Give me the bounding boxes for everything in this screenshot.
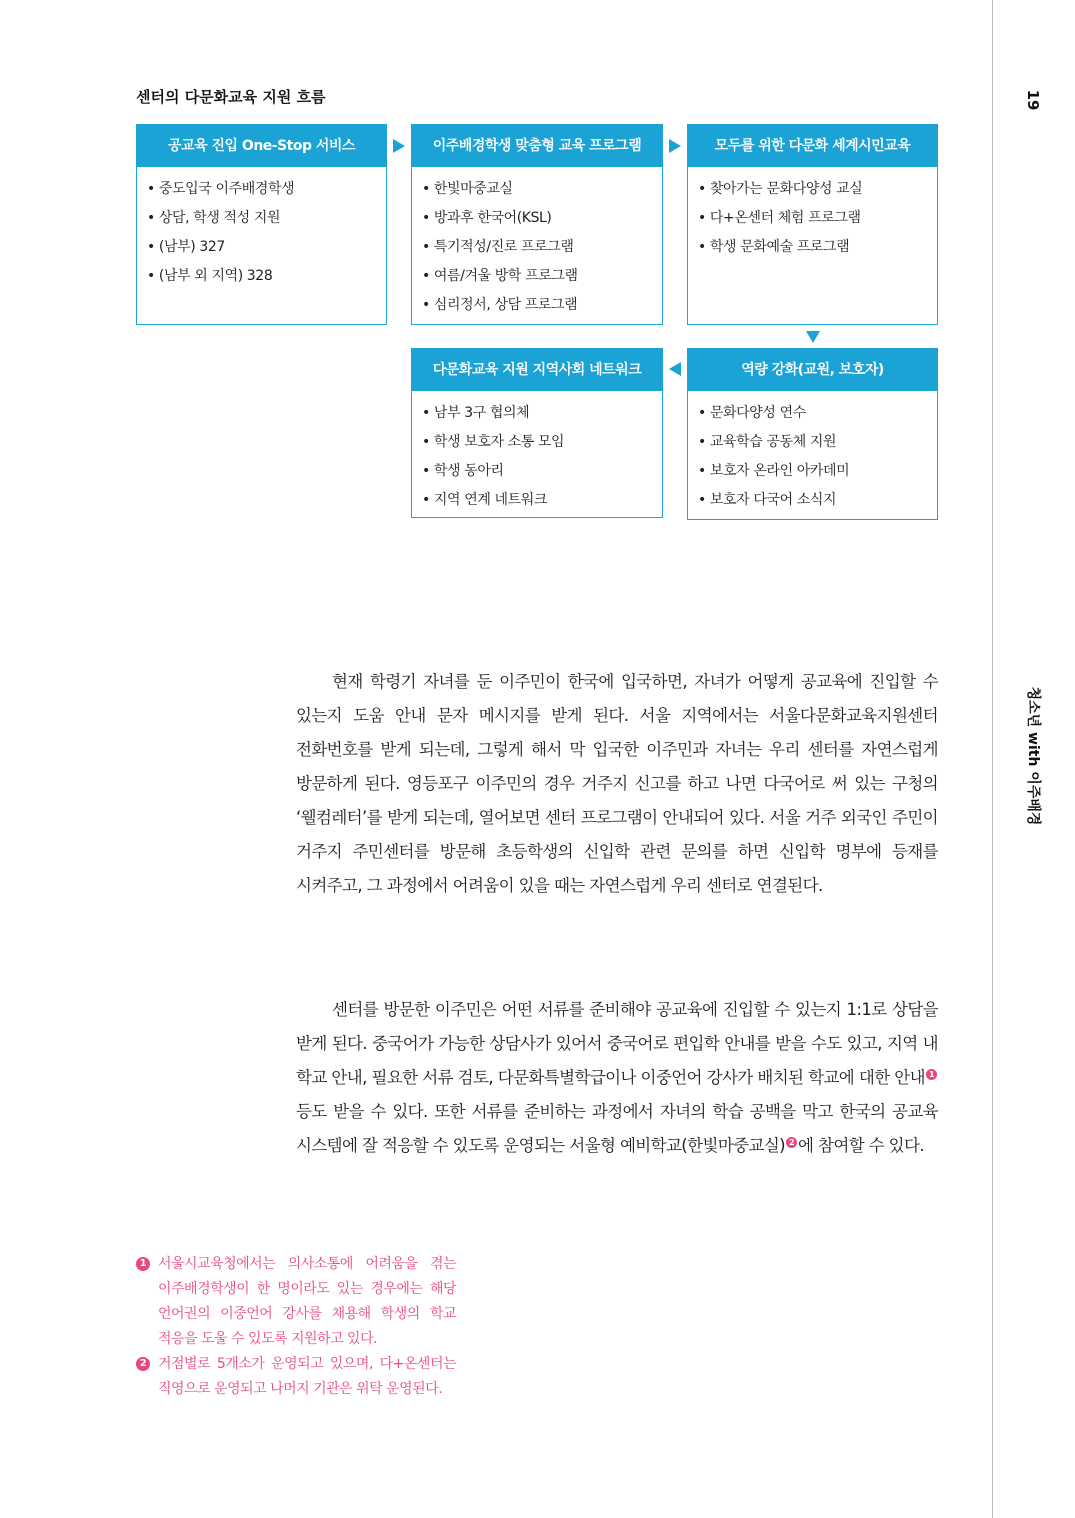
list-item: • 보호자 온라인 아카데미 [698,463,850,479]
list-item: • 문화다양성 연수 [698,405,806,421]
page-number: 19 [1024,89,1042,111]
footnote-number: 2 [136,1357,150,1371]
list-item: • 다+온센터 체험 프로그램 [698,210,861,226]
list-item: • 중도입국 이주배경학생 [147,181,295,197]
list-item: • 특기적성/진로 프로그램 [422,239,574,255]
list-item: • (남부) 327 [147,239,225,255]
flow-box-capacity-building [687,348,938,520]
footnote-2 [136,1352,456,1402]
footnote-ref-1: 1 [926,1069,937,1080]
body-paragraph-2 [296,993,938,1163]
flow-box-list [412,391,662,515]
list-item: • 여름/겨울 방학 프로그램 [422,268,578,284]
footnote-1 [136,1252,456,1352]
paragraph-text-part: 등도 받을 수 있다. 또한 서류를 준비하는 과정에서 자녀의 학습 공백을 막고 한국의 공교육 시스템에 잘 적응할 수 있도록 운영되는 서울형 예비학교(한빛마중교실) [296,1102,938,1155]
list-item: • 상담, 학생 적성 지원 [147,210,281,226]
flow-box-title: 다문화교육 지원 지역사회 네트워크 [412,349,662,391]
arrow-right-icon [669,139,681,153]
list-item: • 학생 문화예술 프로그램 [698,239,850,255]
list-item: • 학생 동아리 [422,463,504,479]
arrow-right-icon [393,139,405,153]
paragraph-text-part: 에 참여할 수 있다. [798,1136,924,1155]
flow-box-title: 모두를 위한 다문화 세계시민교육 [688,125,937,167]
paragraph-text [296,993,938,1163]
footnotes [136,1252,456,1402]
flow-box-list [688,167,937,262]
flow-box-custom-program [411,124,663,325]
list-item: • 지역 연계 네트워크 [422,492,547,508]
body-paragraph-1 [296,665,938,903]
list-item: • 찾아가는 문화다양성 교실 [698,181,863,197]
list-item: • 한빛마중교실 [422,181,513,197]
list-item: • 교육학습 공동체 지원 [698,434,837,450]
list-item: • 학생 보호자 소통 모임 [422,434,565,450]
footnote-text: 거점별로 5개소가 운영되고 있으며, 다+온센터는 직영으로 운영되고 나머지 기관은 위탁 운영된다. [158,1356,456,1397]
flow-box-list [688,391,937,515]
flow-box-list [137,167,386,291]
flow-box-onestop [136,124,387,325]
paragraph-text-part: 센터를 방문한 이주민은 어떤 서류를 준비해야 공교육에 진입할 수 있는지 1:1로 상담을 받게 된다. 중국어가 가능한 상담사가 있어서 중국어로 편입학 안내를 받을 수도 있고, 지역 내 학교 안내, 필요한 서류 검토, 다문화특별학급이나 이중언어 강사가 배치된 학교에 대한 안내 [296,1000,938,1087]
flow-box-community-network [411,348,663,518]
arrow-down-icon [806,331,820,343]
list-item: • 방과후 한국어(KSL) [422,210,552,226]
paragraph-text: 현재 학령기 자녀를 둔 이주민이 한국에 입국하면, 자녀가 어떻게 공교육에 진입할 수 있는지 도움 안내 문자 메시지를 받게 된다. 서울 지역에서는 서울다문화교육지원센터 전화번호를 받게 되는데, 그렇게 해서 막 입국한 이주민과 자녀는 우리 센터를 자연스럽게 방문하게 된다. 영등포구 이주민의 경우 거주지 신고를 하고 나면 다국어로 써 있는 구청의 ‘웰컴레터’를 받게 되는데, 열어보면 센터 프로그램이 안내되어 있다. 서울 거주 외국인 주민이 거주지 주민센터를 방문해 초등학생의 신입학 관련 문의를 하면 신입학 명부에 등재를 시켜주고, 그 과정에서 어려움이 있을 때는 자연스럽게 우리 센터로 연결된다. [296,672,938,895]
list-item: • (남부 외 지역) 328 [147,268,273,284]
list-item: • 보호자 다국어 소식지 [698,492,837,508]
footnote-ref-2: 2 [786,1137,797,1148]
flow-box-list [412,167,662,320]
list-item: • 남부 3구 협의체 [422,405,530,421]
margin-divider-line [992,0,993,1518]
footnote-text: 서울시교육청에서는 의사소통에 어려움을 겪는 이주배경학생이 한 명이라도 있는 경우에는 해당 언어권의 이중언어 강사를 채용해 학생의 학교 적응을 도울 수 있도록 지원하고 있다. [158,1256,456,1347]
flow-box-global-citizen [687,124,938,325]
flow-box-title: 이주배경학생 맞춤형 교육 프로그램 [412,125,662,167]
flow-box-title: 역량 강화(교원, 보호자) [688,349,937,391]
arrow-left-icon [669,362,681,376]
footnote-number: 1 [136,1257,150,1271]
flow-box-title: 공교육 진입 One-Stop 서비스 [137,125,386,167]
side-running-title: 청소년 with 이주배경 [1025,686,1041,826]
list-item: • 심리정서, 상담 프로그램 [422,297,578,313]
section-title: 센터의 다문화교육 지원 흐름 [136,88,326,106]
